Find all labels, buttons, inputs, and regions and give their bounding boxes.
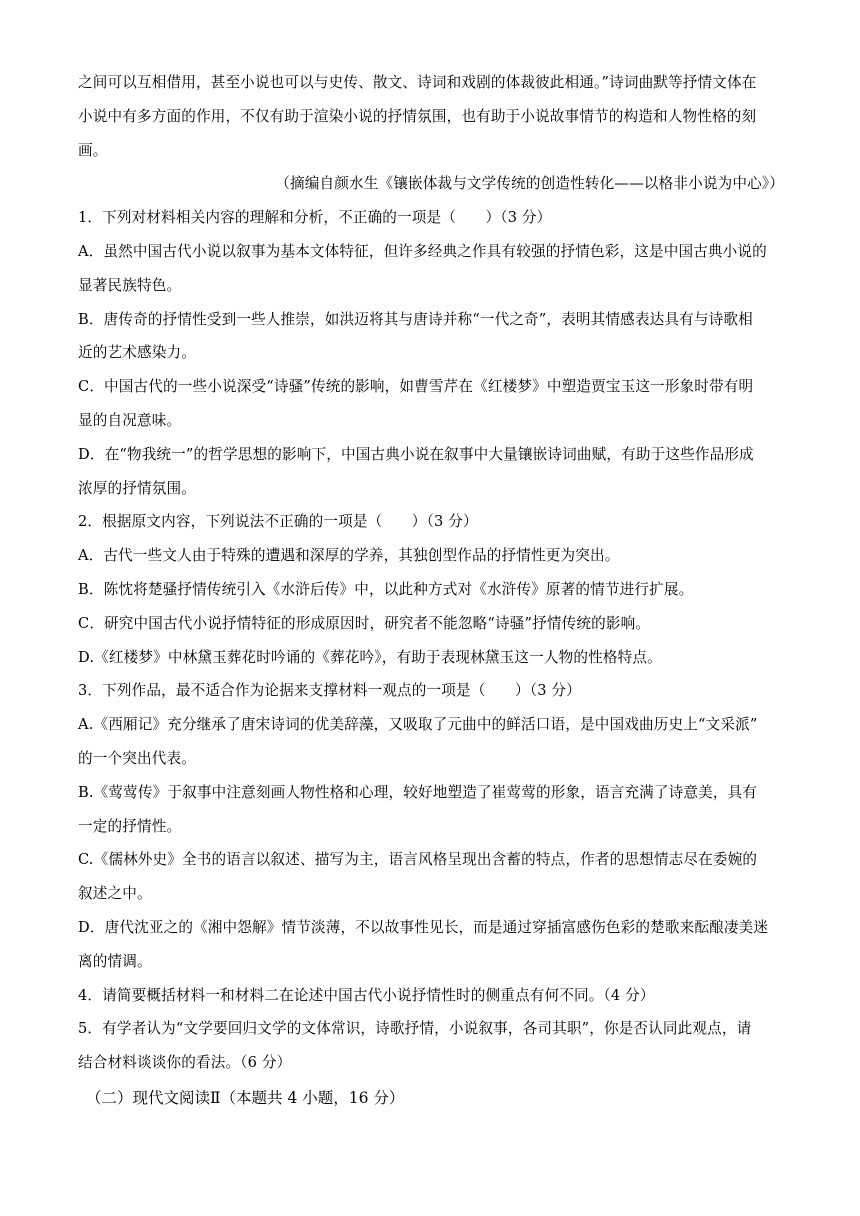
option-b: B．陈忱将楚骚抒情传统引入《水浒后传》中，以此种方式对《水浒传》原著的情节进行扩展。	[78, 580, 694, 598]
passage-line: 画。	[78, 141, 108, 159]
option-line: B.《莺莺传》于叙事中注意刻画人物性格和心理，较好地塑造了崔莺莺的形象，语言充满了诗意美，具有	[78, 783, 758, 801]
option-line: B．唐传奇的抒情性受到一些人推崇，如洪迈将其与唐诗并称“一代之奇”，表明其情感表达具有与诗歌相	[78, 310, 753, 328]
passage-line: 小说中有多方面的作用，不仅有助于渲染小说的抒情氛围，也有助于小说故事情节的构造和人物性格的刻	[78, 107, 757, 125]
question-3	[78, 674, 786, 978]
source-citation: （摘编自颜水生《镶嵌体裁与文学传统的创造性转化——以格非小说为中心》）	[275, 175, 784, 193]
option-b	[78, 776, 786, 844]
question-2	[78, 505, 786, 674]
option-line: 的一个突出代表。	[78, 749, 196, 767]
question-stem: 1．下列对材料相关内容的理解和分析，不正确的一项是（ ）（3 分）	[78, 209, 552, 227]
option-line: C.《儒林外史》全书的语言以叙述、描写为主，语言风格呈现出含蓄的特点，作者的思想情志尽在委婉的	[78, 851, 758, 869]
option-b	[78, 303, 786, 371]
option-a	[78, 708, 786, 776]
option-d: D.《红楼梦》中林黛玉葬花时吟诵的《葬花吟》，有助于表现林黛玉这一人物的性格特点。	[78, 648, 662, 666]
option-c: C．研究中国古代小说抒情特征的形成原因时，研究者不能忽略“诗骚”抒情传统的影响。	[78, 614, 651, 632]
option-line: 近的艺术感染力。	[78, 344, 196, 362]
document-page	[78, 66, 786, 1115]
option-line: 叙述之中。	[78, 885, 152, 903]
option-a: A．古代一些文人由于特殊的遭遇和深厚的学养，其独创型作品的抒情性更为突出。	[78, 547, 620, 565]
option-line: 浓厚的抒情氛围。	[78, 479, 196, 497]
option-line: D．在“物我统一”的哲学思想的影响下，中国古典小说在叙事中大量镶嵌诗词曲赋，有助于这些作品形成	[78, 445, 754, 463]
option-d	[78, 438, 786, 506]
question-5	[78, 1012, 786, 1080]
option-c	[78, 843, 786, 911]
question-stem: 5．有学者认为“文学要回归文学的文体常识，诗歌抒情，小说叙事，各司其职”，你是否认同此观点，请	[78, 1020, 752, 1038]
option-line: 离的情调。	[78, 952, 152, 970]
section-heading: （二）现代文阅读Ⅱ（本题共 4 小题，16 分）	[86, 1088, 405, 1107]
option-line: A.《西厢记》充分继承了唐宋诗词的优美辞藻，又吸取了元曲中的鲜活口语，是中国戏曲历史上“文采派”	[78, 716, 758, 734]
question-1	[78, 201, 786, 505]
passage-tail	[78, 66, 786, 167]
option-line: 显的自况意味。	[78, 411, 182, 429]
question-stem: 4．请简要概括材料一和材料二在论述中国古代小说抒情性时的侧重点有何不同。（4 分）	[78, 986, 655, 1004]
question-stem: 2．根据原文内容，下列说法不正确的一项是（ ）（3 分）	[78, 513, 478, 531]
option-line: 一定的抒情性。	[78, 817, 182, 835]
question-4	[78, 979, 786, 1013]
option-c	[78, 370, 786, 438]
option-line: C．中国古代的一些小说深受“诗骚”传统的影响，如曹雪芹在《红楼梦》中塑造贾宝玉这一形象时带有明	[78, 378, 754, 396]
option-line: D．唐代沈亚之的《湘中怨解》情节淡薄，不以故事性见长，而是通过穿插富感伤色彩的楚歌来酝酿凄美迷	[78, 918, 769, 936]
question-stem: 结合材料谈谈你的看法。（6 分）	[78, 1054, 292, 1072]
passage-line: 之间可以互相借用，甚至小说也可以与史传、散文、诗词和戏剧的体裁彼此相通。”诗词曲默等抒情文体在	[78, 74, 757, 91]
option-line: A．虽然中国古代小说以叙事为基本文体特征，但许多经典之作具有较强的抒情色彩，这是中国古典小说的	[78, 242, 767, 260]
option-line: 显著民族特色。	[78, 276, 182, 294]
option-d	[78, 911, 786, 979]
question-stem: 3．下列作品，最不适合作为论据来支撑材料一观点的一项是（ ）（3 分）	[78, 682, 581, 700]
option-a	[78, 235, 786, 303]
